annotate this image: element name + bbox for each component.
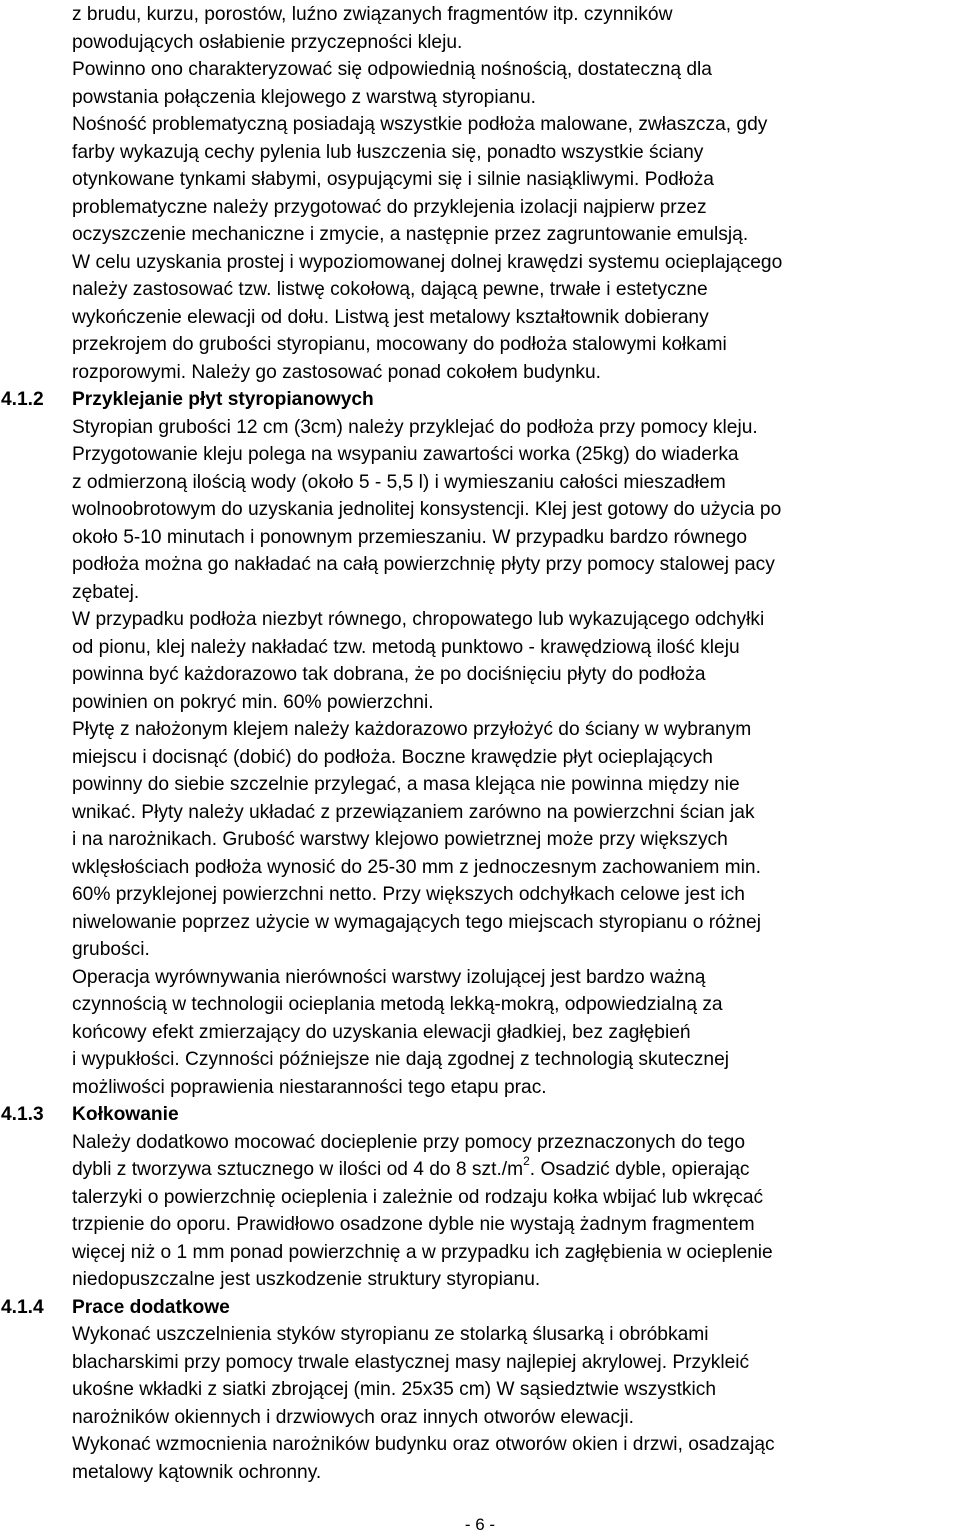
intro-paragraph-4: W celu uzyskania prostej i wypoziomowanej dolnej krawędzi systemu ocieplającego należy zastosować tzw. listwę cokołową, dającą pewne, trwałe i estetyczne wykończenie elewacji od dołu. Listwą jest metalowy kształtownik dobierany przekrojem do grubości styropianu, mocowany do podłoża stalowymi kołkami rozporowymi. Należy go zastosować ponad cokołem budynku. [72, 251, 783, 383]
section-title: Przyklejanie płyt styropianowych [72, 389, 374, 410]
intro-paragraph-3: Nośność problematyczną posiadają wszystkie podłoża malowane, zwłaszcza, gdy farby wykazują cechy pylenia lub łuszczenia się, ponadto wszystkie ściany otynkowane tynkami słabymi, osypującymi się i silnie nasiąkliwymi. Podłoża problematyczne należy przygotować do przyklejenia izolacji najpierw przez oczyszczenie mechaniczne i zmycie, a następnie przez zagruntowanie emulsją. [72, 114, 768, 245]
superscript: 2 [523, 1153, 530, 1168]
section-heading [1, 386, 956, 414]
intro-paragraph-1: z brudu, kurzu, porostów, luźno związanych fragmentów itp. czynników powodujących osłabienie przyczepności kleju. [72, 4, 673, 53]
section-number: 4.1.4 [1, 1296, 44, 1318]
section-4-1-3 [1, 1101, 956, 1294]
section-number: 4.1.2 [1, 389, 44, 410]
section-paragraph [72, 1129, 956, 1294]
section-heading [1, 1101, 956, 1129]
paragraph-text: . Osadzić dyble, opierając talerzyki o powierzchnię ocieplenia i zależnie od rodzaju kołka wbijać lub wkręcać trzpienie do oporu. Prawidłowo osadzone dyble nie wystają żadnym fragmentem więcej niż o 1 mm ponad powierzchnię a w przypadku ich zagłębienia w ocieplenie niedopuszczalne jest uszkodzenie struktury styropianu. [72, 1159, 773, 1290]
document-body [1, 1, 956, 1486]
page-number: - 6 - [464, 1515, 496, 1534]
section-4-1-4 [1, 1294, 956, 1487]
section-title: Prace dodatkowe [72, 1296, 230, 1318]
section-title: Kołkowanie [72, 1104, 179, 1125]
section-heading [1, 1294, 956, 1322]
section-paragraph: Wykonać uszczelnienia styków styropianu ze stolarką ślusarką i obróbkami blacharskimi przy pomocy trwale elastycznej masy najlepiej akrylowej. Przykleić ukośne wkładki z siatki zbrojącej (min. 25x35 cm) W sąsiedztwie wszystkich narożników okiennych i drzwiowych oraz innych otworów elewacji. [72, 1324, 750, 1428]
paragraph-text: Należy dodatkowo mocować docieplenie przy pomocy przeznaczonych do tego dybli z tworzywa sztucznego w ilości od 4 do 8 szt./m [72, 1131, 745, 1180]
section-number: 4.1.3 [1, 1104, 44, 1125]
section-paragraph: Płytę z nałożonym klejem należy każdorazowo przyłożyć do ściany w wybranym miejscu i docisnąć (dobić) do podłoża. Boczne krawędzie płyt ocieplających powinny do siebie szczelnie przylegać, a masa klejąca nie powinna między nie wnikać. Płyty należy układać z przewiązaniem zarówno na powierzchni ścian jak i na narożnikach. Grubość warstwy klejowo powietrznej może przy większych wklęsłościach podłoża wynosić do 25-30 mm z jednoczesnym zachowaniem min. 60% przyklejonej powierzchni netto. Przy większych odchyłkach celowe jest ich niwelowanie poprzez użycie w wymagających tego miejscach styropianu o różnej grubości. [72, 719, 761, 960]
section-paragraph: Wykonać wzmocnienia narożników budynku oraz otworów okien i drzwi, osadzając metalowy kątownik ochronny. [72, 1434, 775, 1483]
intro-paragraph-2: Powinno ono charakteryzować się odpowiednią nośnością, dostateczną dla powstania połączenia klejowego z warstwą styropianu. [72, 59, 712, 108]
section-4-1-2 [1, 386, 956, 1101]
section-paragraph: Przygotowanie kleju polega na wsypaniu zawartości worka (25kg) do wiaderka z odmierzoną ilością wody (około 5 - 5,5 l) i wymieszaniu całości mieszadłem wolnoobrotowym do uzyskania jednolitej konsystencji. Klej jest gotowy do użycia po około 5-10 minutach i ponownym przemieszaniu. W przypadku bardzo równego podłoża można go nakładać na całą powierzchnię płyty przy pomocy stalowej pacy zębatej. [72, 444, 782, 603]
section-paragraph: Operacja wyrównywania nierówności warstwy izolującej jest bardzo ważną czynnością w technologii ocieplania metodą lekką-mokrą, odpowiedzialną za końcowy efekt zmierzający do uzyskania elewacji gładkiej, bez zagłębień i wypukłości. Czynności późniejsze nie dają zgodnej z technologią skutecznej możliwości poprawienia niestaranności tego etapu prac. [72, 966, 730, 1098]
section-paragraph: Styropian grubości 12 cm (3cm) należy przyklejać do podłoża przy pomocy kleju. [72, 416, 758, 438]
section-paragraph: W przypadku podłoża niezbyt równego, chropowatego lub wykazującego odchyłki od pionu, klej należy nakładać tzw. metodą punktowo - krawędziową ilość kleju powinna być każdorazowo tak dobrana, że po dociśnięciu płyty do podłoża powinien on pokryć min. 60% powierzchni. [72, 609, 765, 713]
